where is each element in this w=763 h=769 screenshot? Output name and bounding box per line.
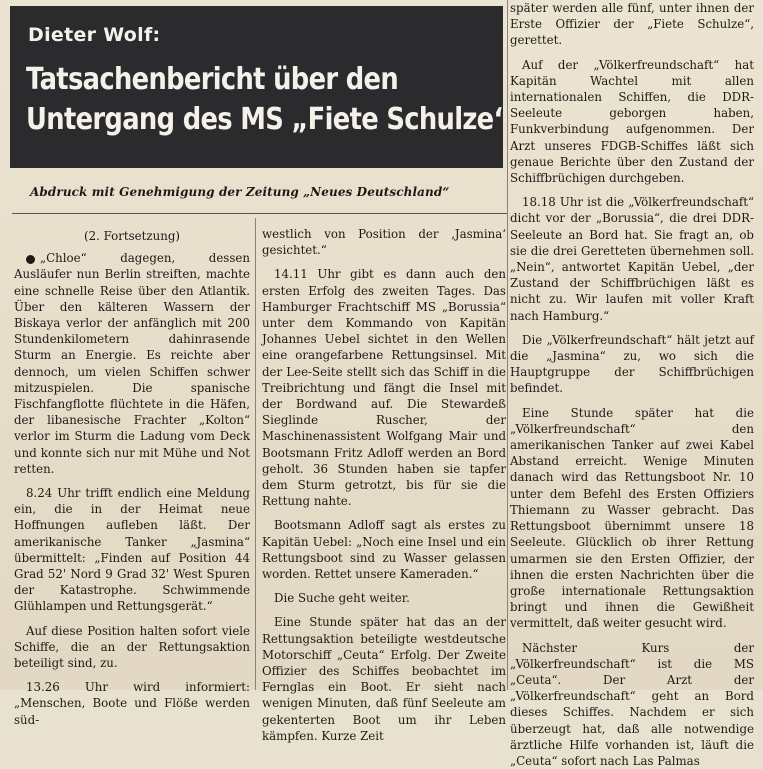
paragraph: 8.24 Uhr trifft endlich eine Meldung ein, die in der Heimat neue Hoffnungen aufleben läßt. Der amerikanische Tanker „Jasmina“ übermittelt: „Finden auf Position 44 Grad 52' Nord 9 Grad 32' West Spuren der Katastrophe. Schwimmende Glühlampen und Rettungsgerät.“ (14, 486, 250, 614)
column-divider (255, 218, 256, 690)
paragraph: Auf diese Position halten sofort viele Schiffe, die an der Rettungsaktion beteiligt sind, zu. (14, 623, 250, 671)
paragraph: Bootsmann Adloff sagt als erstes zu Kapitän Uebel: „Noch eine Insel und ein Rettungsboot sind zu Wasser gelassen worden. Rettet unsere Kameraden.“ (262, 518, 506, 582)
headline (26, 60, 503, 140)
paragraph: 18.18 Uhr ist die „Völkerfreundschaft“ dicht vor der „Borussia“, die drei DDR-Seeleute an Bord hat. Sie fragt an, ob sie die drei Geretteten übernehmen soll. „Nein“, antwortet Kapitän Uebel, „der Zustand der Schiffbrüchigen läßt es nicht zu. Wir laufen mit voller Kraft nach Hamburg.“ (510, 195, 754, 323)
paragraph: Die Suche geht weiter. (274, 591, 410, 606)
bullet-dot-icon (26, 255, 35, 264)
headline-line-1: Tatsachenbericht über den (26, 62, 399, 97)
divider (12, 213, 507, 214)
column-divider (507, 0, 508, 690)
article-column-1 (14, 228, 250, 727)
continuation-label: (2. Fortsetzung) (84, 229, 180, 243)
reprint-note: Abdruck mit Genehmigung der Zeitung „Neues Deutschland“ (30, 185, 450, 199)
paragraph: später werden alle fünf, unter ihnen der Erste Offizier der „Fiete Schulze“, gerettet. (510, 1, 754, 48)
paragraph: Eine Stunde später hat das an der Rettungsaktion beteiligte westdeutsche Motorschiff „Ceuta“ Erfolg. Der Zweite Offizier des Schiffes beobachtet im Fernglas ein Boot. Er sieht nach wenigen Minuten, daß fünf Seeleute am gekenterten Boot um ihr Leben kämpfen. Kurze Zeit (262, 615, 506, 743)
paragraph: Nächster Kurs der „Völkerfreundschaft“ ist die MS „Ceuta“. Der Arzt der „Völkerfreundschaft“ geht an Bord dieses Schiffes. Nachdem er sich überzeugt hat, daß alle notwendige ärztliche Hilfe vorhanden ist, läuft die „Ceuta“ sofort nach Las Palmas (510, 640, 754, 768)
paragraph: Eine Stunde später hat die „Völkerfreundschaft“ den amerikanischen Tanker auf zwei Kabel Abstand erreicht. Wenige Minuten danach wird das Rettungsboot Nr. 10 unter dem Befehl des Ersten Offiziers Thiemann zu Wasser gebracht. Das Rettungsboot übernimmt unsere 18 Seeleute. Glücklich ob ihrer Rettung umarmen sie den Ersten Offizier, der ihnen die ersten Nachrichten über die große internationale Rettungsaktion bringt und ihnen die Gewißheit vermittelt, daß weiter gesucht wird. (510, 405, 754, 631)
paragraph: Die „Völkerfreundschaft“ hält jetzt auf die „Jasmina“ zu, wo sich die Hauptgruppe der Schiffbrüchigen befindet. (510, 332, 754, 396)
paragraph: Auf der „Völkerfreundschaft“ hat Kapitän Wachtel mit allen internationalen Schiffen, die DDR-Seeleute geborgen haben, Funkverbindung aufgenommen. Der Arzt unseres FDGB-Schiffes läßt sich genaue Berichte über den Zustand der Schiffbrüchigen durchgeben. (510, 57, 754, 186)
headline-box (10, 6, 503, 168)
paragraph: 14.11 Uhr gibt es dann auch den ersten Erfolg des zweiten Tages. Das Hamburger Frachtschiff MS „Borussia“ unter dem Kommando von Kapitän Johannes Uebel sichtet in den Wellen eine orangefarbene Rettungsinsel. Mit der Lee-Seite stellt sich das Schiff in die Treibrichtung und fängt die Insel mit der Bordwand auf. Die Stewardeß Sieglinde Ruscher, der Maschinenassistent Wolfgang Mair und Bootsmann Fritz Adloff werden an Bord geholt. 36 Stunden haben sie tapfer dem Sturm getrotzt, bis für sie die Rettung nahte. (262, 267, 506, 509)
headline-line-2: Untergang des MS „Fiete Schulze‘ (26, 102, 503, 137)
paragraph: 13.26 Uhr wird informiert: „Menschen, Boote und Flöße werden süd- (14, 680, 250, 727)
article-column-3 (510, 0, 754, 768)
paragraph: westlich von Position der ‚Jasmina‘ gesichtet.“ (262, 227, 506, 258)
article-column-2 (262, 226, 506, 743)
author-byline: Dieter Wolf: (28, 24, 161, 46)
paragraph: „Chloe“ dagegen, dessen Ausläufer nun Berlin streiften, machte eine schnelle Reise über den Atlantik. Über den kälteren Wassern der Biskaya verlor der anfänglich mit 200 Stundenkilometern dahinrasende Sturm an Energie. Es reichte aber dennoch, um vielen Schiffen schwer mitzuspielen. Die spanische Fischfangflotte flüchtete in die Häfen, der libanesische Frachter „Kolton“ verlor im Sturm die Ladung vom Deck und konnte sich nur mit Mühe und Not retten. (14, 251, 250, 476)
